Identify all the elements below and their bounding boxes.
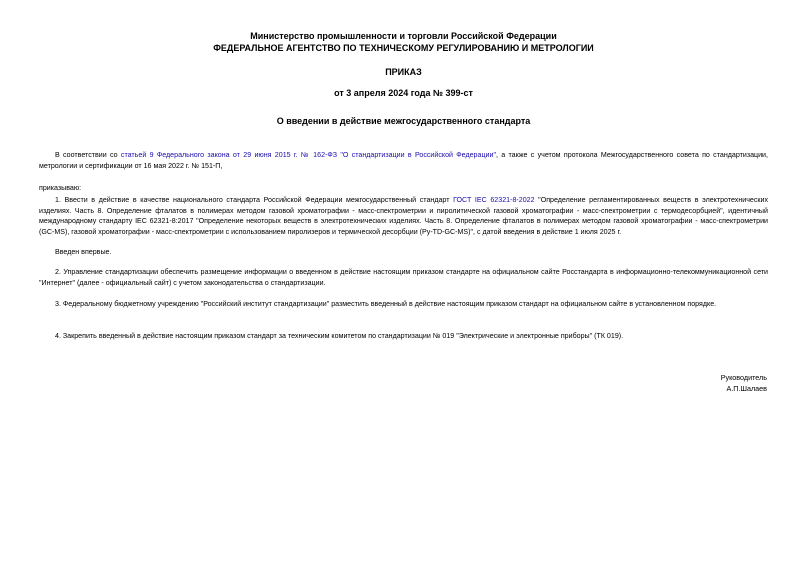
signature-name: А.П.Шалаев	[726, 384, 767, 393]
preamble-text-end: , а также с учетом протокола Межгосударственного совета по стандартизации, метрологии и сертификации от 16 мая 2022 г. № 151-П,	[39, 151, 768, 170]
signature-position: Руководитель	[720, 373, 767, 382]
document-title: О введении в действие межгосударственного стандарта	[276, 116, 531, 126]
ministry-name: Министерство промышленности и торговли Российской Федерации	[250, 31, 557, 41]
item-1-text-start: 1. Ввести в действие в качестве национального стандарта Российской Федерации межгосударственный стандарт	[55, 196, 454, 204]
item-1-paragraph	[39, 195, 768, 237]
item-3-paragraph: 3. Федеральному бюджетному учреждению "Российский институт стандартизации" разместить введенный в действие настоящим приказом стандарт на официальном сайте в установленном порядке.	[55, 300, 717, 308]
item-1-text-end: "Определение регламентированных веществ в электротехнических изделиях. Часть 8. Определение фталатов в полимерах методом газовой хроматографии - масс-спектрометрии и пиролитической газовой хроматографии - масс-спектрометрии с термодесорбцией", идентичный международному стандарту IEC 62321-8:2017 "Определение некоторых веществ в электротехнических изделиях. Часть 8. Определение фталатов в полимерах методом газовой хроматографии - масс-спектрометрии (GC-MS), газовой хроматографии - масс-спектрометрии с использованием пиролизеров и термической десорбции (Py-TD-GC-MS)", с датой введения в действие 1 июля 2025 г.	[39, 196, 769, 236]
document-date-number: от 3 апреля 2024 года № 399-ст	[334, 88, 473, 98]
law-link[interactable]: статьей 9 Федерального закона от 29 июня 2015 г. № 162-ФЗ "О стандартизации в Российской Федерации"	[120, 151, 496, 159]
agency-name: ФЕДЕРАЛЬНОЕ АГЕНТСТВО ПО ТЕХНИЧЕСКОМУ РЕГУЛИРОВАНИЮ И МЕТРОЛОГИИ	[213, 43, 594, 53]
order-word: приказываю:	[39, 184, 82, 192]
item-4-paragraph: 4. Закрепить введенный в действие настоящим приказом стандарт за техническим комитетом по стандартизации № 019 "Электрические и электронные приборы" (ТК 019).	[55, 332, 624, 340]
document-type: ПРИКАЗ	[385, 67, 422, 77]
item-2-paragraph: 2. Управление стандартизации обеспечить размещение информации о введенном в действие настоящим приказом стандарте на официальном сайте Росстандарта в информационно-телекоммуникационной сети "Интернет" (далее - официальный сайт) с учетом законодательства о стандартизации.	[39, 268, 768, 287]
gost-link[interactable]: ГОСТ IEC 62321-8-2022	[453, 196, 535, 204]
preamble-text-start: В соответствии со	[55, 151, 121, 159]
preamble-paragraph	[39, 150, 768, 171]
introduced-first-note: Введен впервые.	[55, 248, 112, 256]
